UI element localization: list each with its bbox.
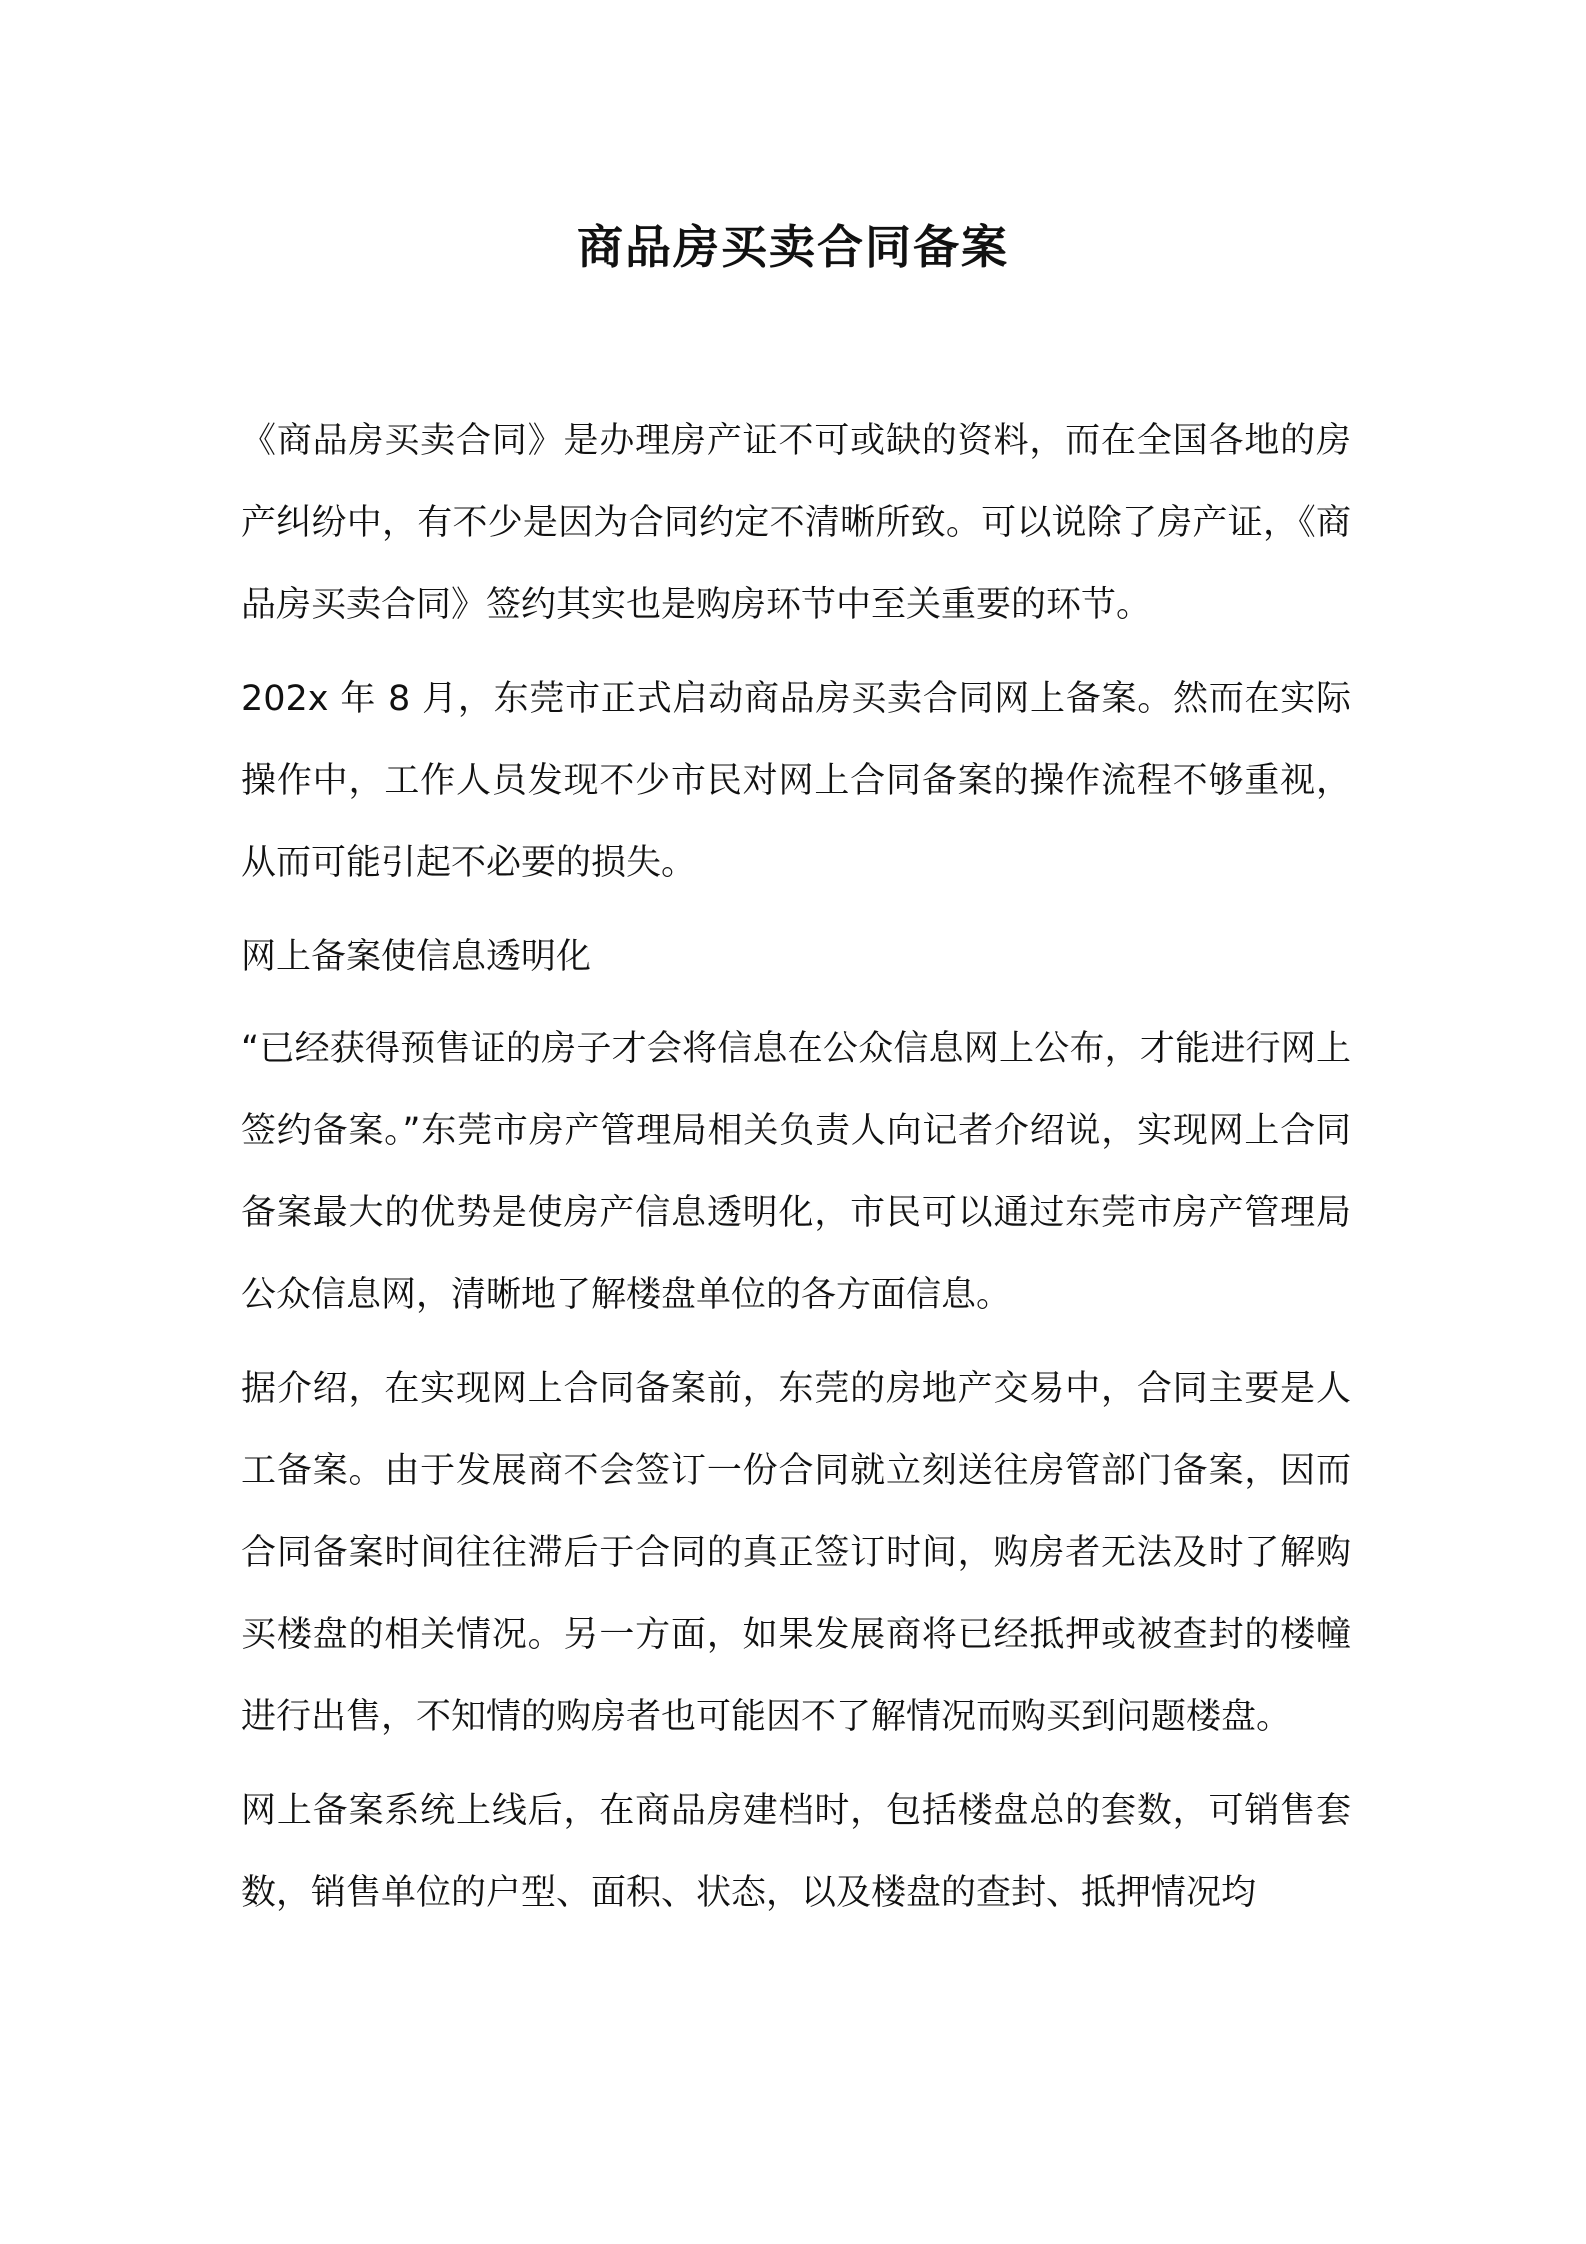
paragraph-intro: 《商品房买卖合同》是办理房产证不可或缺的资料，而在全国各地的房产纠纷中，有不少是因为合同约定不清晰所致。可以说除了房产证，《商品房买卖合同》签约其实也是购房环节中至关重要的环节。 [241, 421, 1351, 625]
document-title: 商品房买卖合同备案 [577, 220, 1009, 274]
paragraph-quote: “已经获得预售证的房子才会将信息在公众信息网上公布，才能进行网上签约备案。”东莞市房产管理局相关负责人向记者介绍说，实现网上合同备案最大的优势是使房产信息透明化，市民可以通过东莞市房产管理局公众信息网，清晰地了解楼盘单位的各方面信息。 [241, 1029, 1351, 1315]
paragraph-system: 网上备案系统上线后，在商品房建档时，包括楼盘总的套数，可销售套数，销售单位的户型、面积、状态，以及楼盘的查封、抵押情况均 [241, 1791, 1351, 1913]
document-body [241, 400, 1351, 1934]
section-heading: 网上备案使信息透明化 [241, 937, 592, 977]
paragraph-background: 据介绍，在实现网上合同备案前，东莞的房地产交易中，合同主要是人工备案。由于发展商不会签订一份合同就立刻送往房管部门备案，因而合同备案时间往往滞后于合同的真正签订时间，购房者无法及时了解购买楼盘的相关情况。另一方面，如果发展商将已经抵押或被查封的楼幢进行出售，不知情的购房者也可能因不了解情况而购买到问题楼盘。 [241, 1369, 1351, 1737]
paragraph-launch: 202x 年 8 月，东莞市正式启动商品房买卖合同网上备案。然而在实际操作中，工作人员发现不少市民对网上合同备案的操作流程不够重视，从而可能引起不必要的损失。 [241, 679, 1351, 883]
